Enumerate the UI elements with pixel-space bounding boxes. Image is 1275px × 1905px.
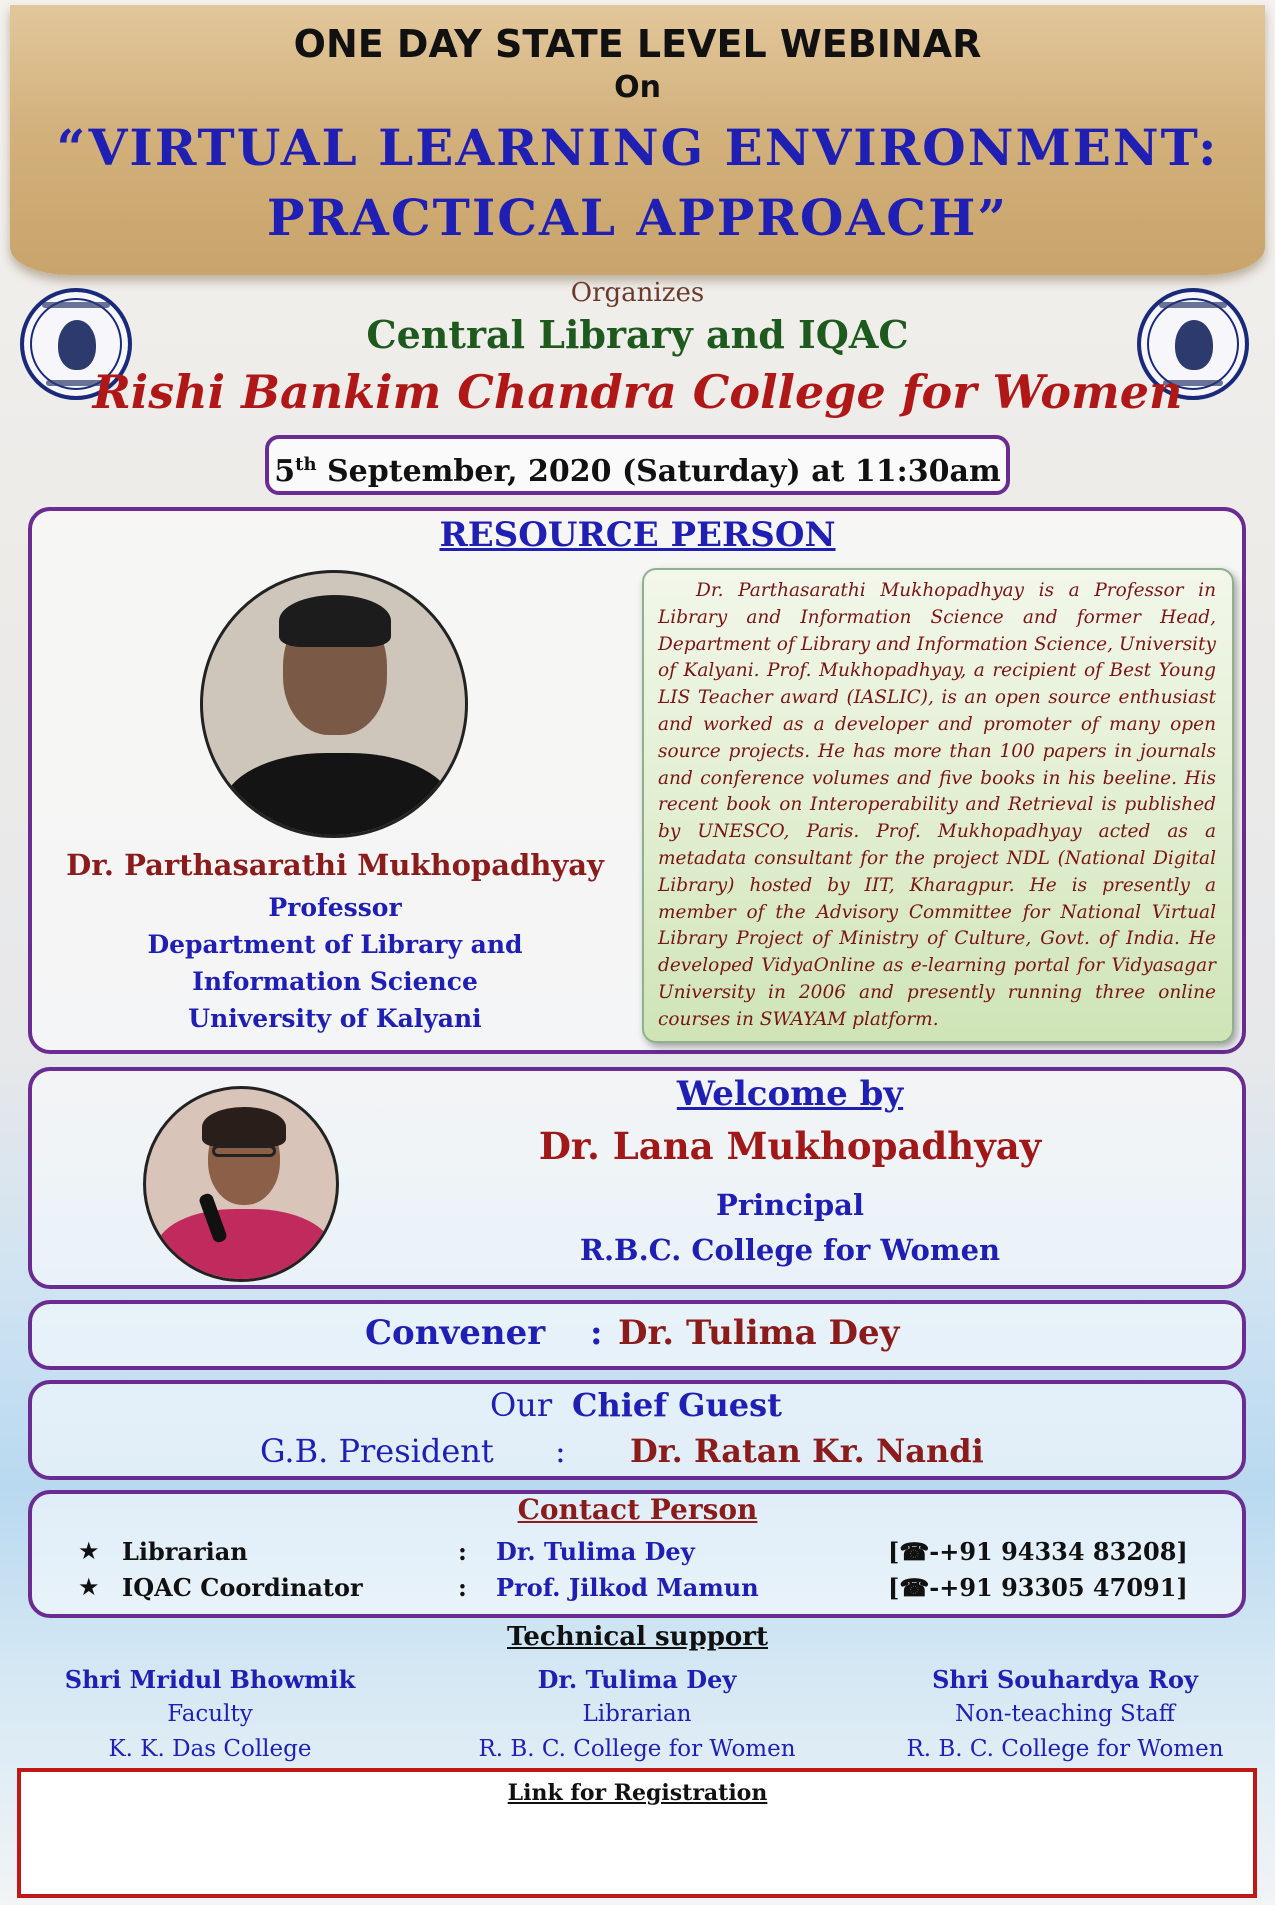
- support-person-name: Dr. Tulima Dey: [537, 1665, 737, 1694]
- chief-guest-separator: :: [555, 1432, 566, 1470]
- date-suffix: th: [295, 454, 317, 475]
- convener-label: Convener: [365, 1313, 546, 1353]
- date-details: September, 2020 (Saturday) at 11:30am: [316, 454, 1001, 489]
- contact-row: [0, 1537, 1275, 1571]
- star-bullet-icon: ★: [78, 1573, 100, 1601]
- photo-hair: [279, 595, 391, 647]
- welcome-heading: Welcome by: [676, 1074, 904, 1114]
- resource-person-designation: Professor: [268, 893, 402, 922]
- support-person-role: Faculty: [167, 1701, 253, 1727]
- webinar-title-line2: PRACTICAL APPROACH”: [266, 188, 1009, 247]
- chief-guest-label: Chief Guest: [572, 1386, 782, 1424]
- resource-person-name: Dr. Parthasarathi Mukhopadhyay: [66, 848, 604, 882]
- resource-person-department-line1: Department of Library and: [147, 930, 523, 959]
- convener-name: Dr. Tulima Dey: [618, 1313, 900, 1353]
- contact-separator: :: [458, 1537, 467, 1566]
- technical-support-person: [0, 1663, 420, 1767]
- contact-name: Dr. Tulima Dey: [496, 1537, 695, 1566]
- resource-person-university: University of Kalyani: [188, 1004, 482, 1033]
- college-name: Rishi Bankim Chandra College for Women: [92, 365, 1183, 419]
- chief-guest-role: G.B. President: [260, 1432, 494, 1470]
- resource-person-department-line2: Information Science: [192, 967, 478, 996]
- organizes-label: Organizes: [570, 278, 705, 308]
- support-person-role: Non-teaching Staff: [954, 1701, 1176, 1727]
- contact-name: Prof. Jilkod Mamun: [496, 1573, 759, 1602]
- support-person-name: Shri Souhardya Roy: [932, 1665, 1198, 1694]
- contact-row: [0, 1573, 1275, 1607]
- date-day: 5: [274, 454, 296, 489]
- support-person-role: Librarian: [582, 1701, 692, 1727]
- webinar-on: On: [614, 70, 661, 105]
- resource-person-photo: [200, 570, 468, 838]
- welcome-speaker-photo: [143, 1086, 339, 1282]
- organizing-unit: Central Library and IQAC: [366, 312, 909, 357]
- support-person-organization: K. K. Das College: [108, 1736, 312, 1762]
- registration-link-label[interactable]: Link for Registration: [507, 1780, 768, 1806]
- resource-person-bio-box: [642, 568, 1234, 1043]
- contact-role: IQAC Coordinator: [122, 1573, 363, 1602]
- contact-heading: Contact Person: [517, 1493, 758, 1526]
- photo-hair: [202, 1107, 286, 1147]
- star-bullet-icon: ★: [78, 1537, 100, 1565]
- contact-role: Librarian: [122, 1537, 248, 1566]
- contact-phone: [☎-+91 94334 83208]: [888, 1537, 1188, 1566]
- photo-body: [156, 1209, 332, 1282]
- photo-glasses: [212, 1145, 276, 1157]
- welcome-speaker-organization: R.B.C. College for Women: [579, 1233, 1001, 1267]
- support-person-organization: R. B. C. College for Women: [478, 1736, 796, 1762]
- convener-separator: :: [590, 1313, 603, 1353]
- contact-separator: :: [458, 1573, 467, 1602]
- support-person-organization: R. B. C. College for Women: [906, 1736, 1224, 1762]
- welcome-speaker-designation: Principal: [716, 1188, 864, 1222]
- technical-support-person: [855, 1663, 1275, 1767]
- webinar-type: ONE DAY STATE LEVEL WEBINAR: [293, 22, 982, 66]
- chief-guest-name: Dr. Ratan Kr. Nandi: [630, 1432, 984, 1470]
- support-person-name: Shri Mridul Bhowmik: [64, 1665, 356, 1694]
- photo-body: [223, 753, 453, 838]
- technical-support-person: [427, 1663, 847, 1767]
- resource-person-bio: Dr. Parthasarathi Mukhopadhyay is a Professor in Library and Information Science and former Head, Department of Library and Information Science, University of Kalyani. Prof. Mukhopadhyay, a recipient of Best Young LIS Teacher award (IASLIC), is an open source enthusiast and worked as a developer and promoter of many open source projects. He has more than 100 papers in journals and conference volumes and five books in his beeline. His recent book on Interoperability and Retrieval is published by UNESCO, Paris. Prof. Mukhopadhyay acted as a metadata consultant for the project NDL (National Digital Library) hosted by IIT, Kharagpur. He is presently a member of the Advisory Committee for National Virtual Library Project of Ministry of Culture, Govt. of India. He developed VidyaOnline as e-learning portal for Vidyasagar University in 2006 and presently running three online courses in SWAYAM platform.: [658, 580, 1216, 1030]
- chief-guest-prefix: Our: [490, 1386, 553, 1424]
- resource-person-heading: RESOURCE PERSON: [439, 515, 836, 555]
- webinar-title-line1: “VIRTUAL LEARNING ENVIRONMENT:: [56, 118, 1219, 177]
- technical-support-heading: Technical support: [507, 1622, 768, 1652]
- event-date-box: [265, 435, 1010, 495]
- welcome-speaker-name: Dr. Lana Mukhopadhyay: [538, 1124, 1042, 1168]
- contact-phone: [☎-+91 93305 47091]: [888, 1573, 1188, 1602]
